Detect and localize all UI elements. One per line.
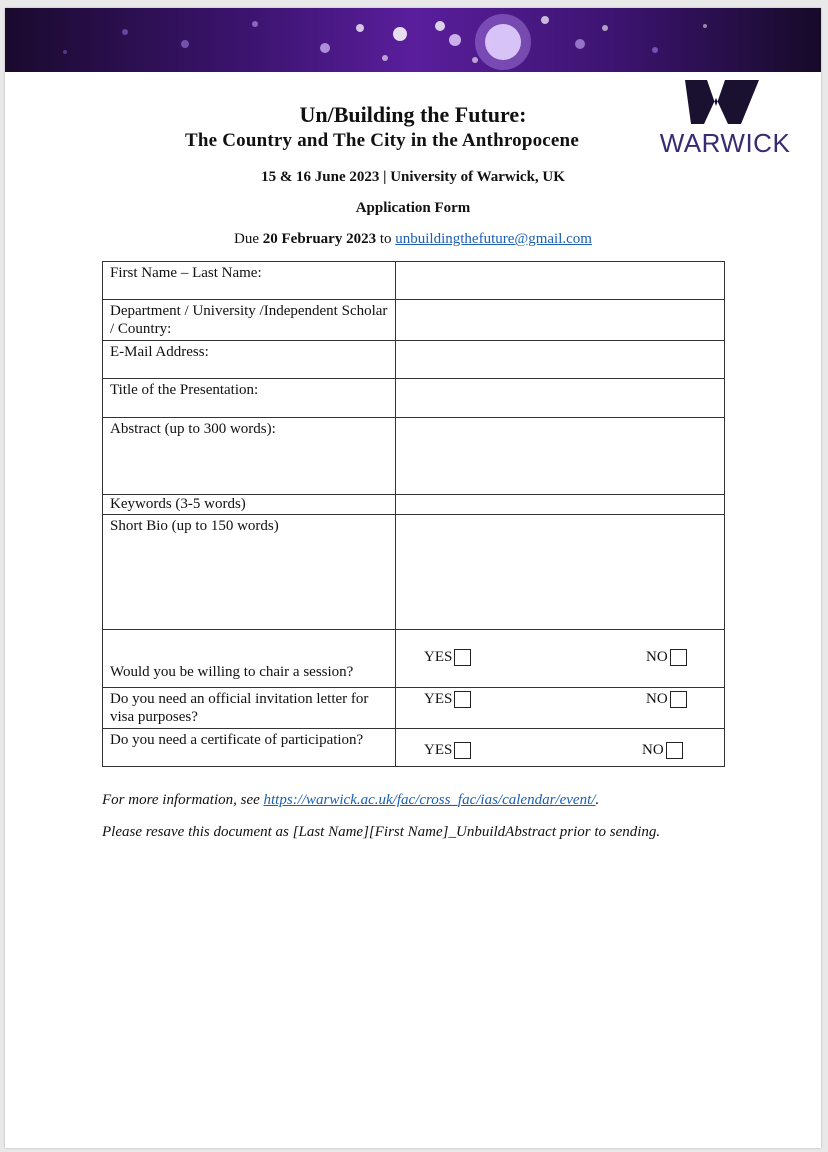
table-row: [103, 300, 725, 341]
yes-option-chair[interactable]: [424, 648, 471, 666]
question-options-certificate: [396, 729, 725, 767]
more-info-suffix: .: [595, 792, 600, 808]
no-option-chair[interactable]: [646, 648, 687, 666]
no-option-certificate[interactable]: [642, 741, 683, 759]
table-row: [103, 688, 725, 729]
field-label-name: First Name – Last Name:: [103, 262, 396, 300]
form-title: Application Form: [355, 200, 471, 216]
table-row: [103, 418, 725, 495]
yes-label: YES: [424, 742, 453, 758]
no-checkbox[interactable]: [670, 691, 687, 708]
due-date: 20 February 2023: [262, 231, 377, 247]
question-label-certificate: Do you need a certificate of participation?: [103, 729, 396, 767]
field-label-department: Department / University /Independent Scholar / Country:: [103, 300, 396, 341]
table-row: [103, 262, 725, 300]
question-label-visa: Do you need an official invitation letter for visa purposes?: [103, 688, 396, 729]
question-options-chair: [396, 630, 725, 688]
field-input-short-bio[interactable]: [396, 515, 725, 630]
no-option-visa[interactable]: [646, 690, 687, 708]
field-input-abstract[interactable]: [396, 418, 725, 495]
field-label-keywords: Keywords (3-5 words): [103, 495, 396, 515]
table-row: [103, 341, 725, 379]
field-input-email[interactable]: [396, 341, 725, 379]
document-title: Un/Building the Future:: [299, 102, 527, 127]
yes-checkbox[interactable]: [454, 742, 471, 759]
header-banner-image: [5, 8, 821, 72]
due-prefix: Due: [234, 231, 263, 247]
field-label-email: E-Mail Address:: [103, 341, 396, 379]
no-checkbox[interactable]: [666, 742, 683, 759]
no-label: NO: [646, 691, 668, 707]
field-input-presentation-title[interactable]: [396, 379, 725, 418]
event-dates: 15 & 16 June 2023 | University of Warwick, UK: [261, 169, 565, 185]
field-input-department[interactable]: [396, 300, 725, 341]
warwick-logo-wordmark: WARWICK: [659, 128, 791, 158]
more-info-line: [102, 792, 599, 809]
document-page: [5, 8, 821, 1148]
yes-checkbox[interactable]: [454, 649, 471, 666]
yes-label: YES: [424, 649, 453, 665]
no-checkbox[interactable]: [670, 649, 687, 666]
no-label: NO: [646, 649, 668, 665]
yes-option-visa[interactable]: [424, 690, 471, 708]
banner-lights-graphic: [5, 8, 821, 72]
yes-label: YES: [424, 691, 453, 707]
table-row: [103, 630, 725, 688]
table-row: [103, 729, 725, 767]
table-row: [103, 515, 725, 630]
email-link[interactable]: unbuildingthefuture@gmail.com: [395, 231, 592, 247]
due-line: [5, 231, 821, 248]
more-info-prefix: For more information, see: [102, 792, 264, 808]
table-row: [103, 379, 725, 418]
document-subtitle: The Country and The City in the Anthropocene: [185, 130, 579, 151]
field-label-short-bio: Short Bio (up to 150 words): [103, 515, 396, 630]
field-input-keywords[interactable]: [396, 495, 725, 515]
field-label-abstract: Abstract (up to 300 words):: [103, 418, 396, 495]
yes-checkbox[interactable]: [454, 691, 471, 708]
event-info-link[interactable]: https://warwick.ac.uk/fac/cross_fac/ias/calendar/event/: [263, 792, 596, 808]
due-to: to: [376, 231, 396, 247]
field-input-name[interactable]: [396, 262, 725, 300]
field-label-presentation-title: Title of the Presentation:: [103, 379, 396, 418]
yes-option-certificate[interactable]: [424, 741, 471, 759]
resave-instruction: Please resave this document as [Last Name][First Name]_UnbuildAbstract prior to sending.: [102, 824, 661, 840]
table-row: [103, 495, 725, 515]
no-label: NO: [642, 742, 664, 758]
question-options-visa: [396, 688, 725, 729]
question-label-chair: Would you be willing to chair a session?: [103, 630, 396, 688]
application-form-table: [102, 261, 725, 767]
